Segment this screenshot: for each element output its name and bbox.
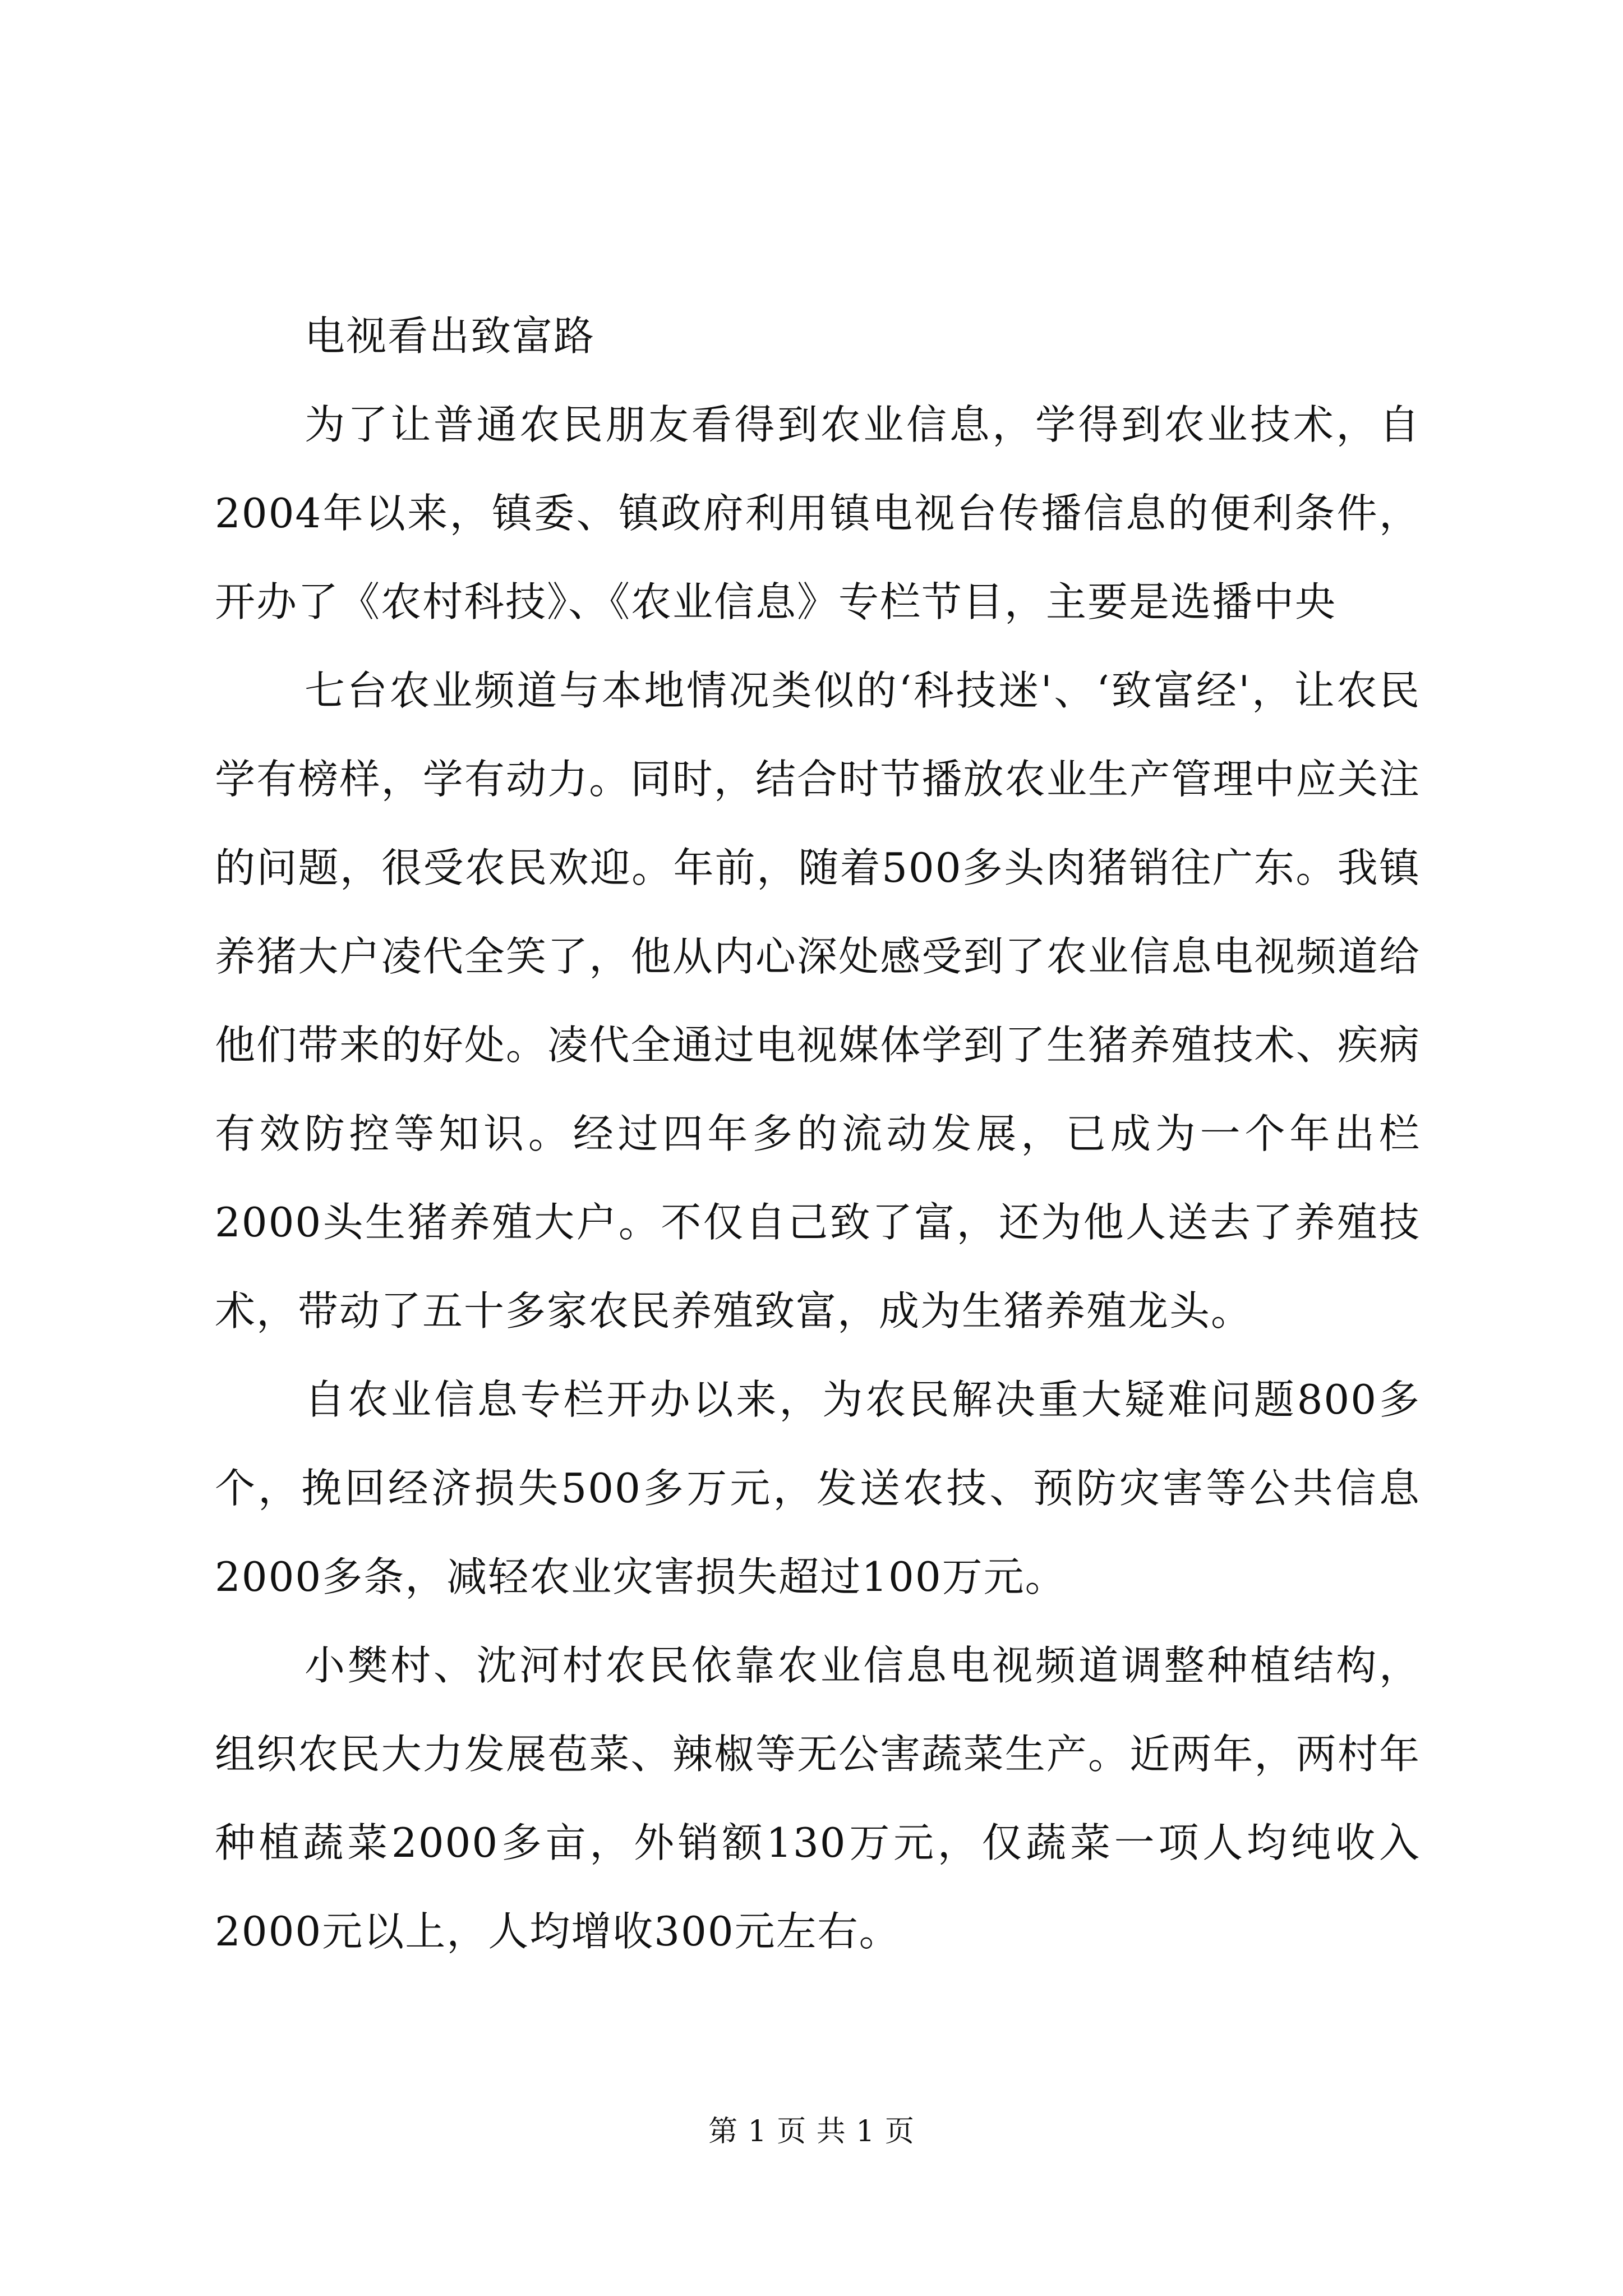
- paragraph-4: 小樊村、沈河村农民依靠农业信息电视频道调整种植结构，组织农民大力发展苞菜、辣椒等无公害蔬菜生产。近两年，两村年种植蔬菜2000多亩，外销额130万元，仅蔬菜一项人均纯收入2000元以上，人均增收300元左右。: [215, 1642, 1421, 1955]
- paragraph-3: 自农业信息专栏开办以来，为农民解决重大疑难问题800多个，挽回经济损失500多万元，发送农技、预防灾害等公共信息2000多条，减轻农业灾害损失超过100万元。: [215, 1376, 1421, 1600]
- document-body: [215, 292, 1421, 1976]
- paragraph-1: 为了让普通农民朋友看得到农业信息，学得到农业技术，自2004年以来，镇委、镇政府利用镇电视台传播信息的便利条件，开办了《农村科技》、《农业信息》专栏节目，主要是选播中央: [215, 401, 1421, 625]
- paragraph-2: 七台农业频道与本地情况类似的‘科技迷'、‘致富经'，让农民学有榜样，学有动力。同时，结合时节播放农业生产管理中应关注的问题，很受农民欢迎。年前，随着500多头肉猪销往广东。我镇养猪大户凌代全笑了，他从内心深处感受到了农业信息电视频道给他们带来的好处。凌代全通过电视媒体学到了生猪养殖技术、疾病有效防控等知识。经过四年多的流动发展，已成为一个年出栏2000头生猪养殖大户。不仅自己致了富，还为他人送去了养殖技术，带动了五十多家农民养殖致富，成为生猪养殖龙头。: [215, 667, 1421, 1335]
- page-footer: 第 1 页 共 1 页: [708, 2115, 915, 2148]
- document-title: 电视看出致富路: [305, 312, 596, 360]
